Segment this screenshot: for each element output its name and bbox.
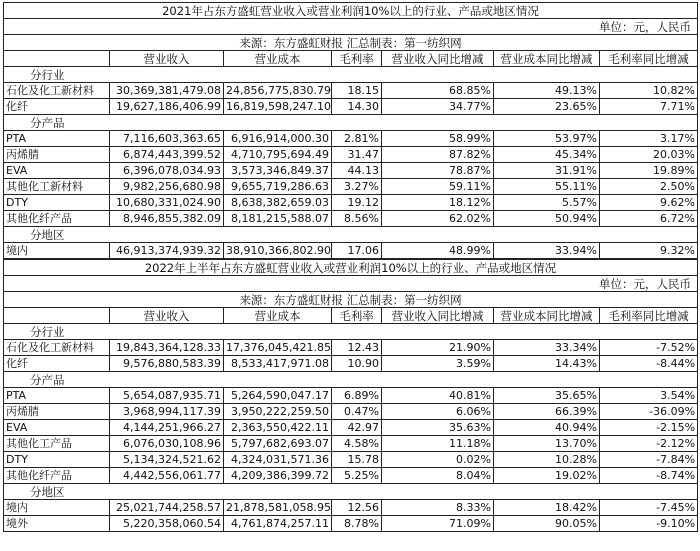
data-cell: 33.94% [494, 243, 600, 259]
data-cell: 44.13 [332, 163, 382, 179]
data-cell: 10.28% [494, 452, 600, 468]
data-cell: 4,209,386,399.72 [224, 468, 332, 484]
data-cell: 11.18% [382, 436, 494, 452]
section-row [4, 484, 698, 500]
column-header: 毛利率 [332, 308, 382, 324]
table-row [4, 131, 698, 147]
row-label: DTY [4, 195, 110, 211]
section-label: 分产品 [4, 115, 698, 131]
table-title-row [4, 3, 698, 19]
table-row [4, 436, 698, 452]
data-cell: 5,264,590,047.17 [224, 388, 332, 404]
data-cell: 19.12 [332, 195, 382, 211]
column-header: 营业成本 [224, 51, 332, 67]
data-cell: 4,761,874,257.11 [224, 516, 332, 532]
data-cell: 3,968,994,117.39 [110, 404, 224, 420]
data-cell: 59.11% [382, 179, 494, 195]
data-cell: 9.32% [600, 243, 698, 259]
data-cell: -9.10% [600, 516, 698, 532]
data-cell: -7.84% [600, 452, 698, 468]
table-2021-body [4, 3, 698, 259]
column-header: 营业收入同比增减 [382, 51, 494, 67]
row-label: 丙烯腈 [4, 147, 110, 163]
table-row [4, 99, 698, 115]
data-cell: -7.52% [600, 340, 698, 356]
data-cell: 12.43 [332, 340, 382, 356]
column-header: 营业收入同比增减 [382, 308, 494, 324]
data-cell: 6,874,443,399.52 [110, 147, 224, 163]
data-cell: -2.12% [600, 436, 698, 452]
data-cell: 31.47 [332, 147, 382, 163]
table-row [4, 404, 698, 420]
row-label: 其他化纤产品 [4, 468, 110, 484]
row-label: 石化及化工新材料 [4, 83, 110, 99]
data-cell: 4,324,031,571.36 [224, 452, 332, 468]
row-label: PTA [4, 388, 110, 404]
row-label: PTA [4, 131, 110, 147]
row-label: 化纤 [4, 356, 110, 372]
source-label: 来源：东方盛虹财报 汇总制表：第一纺织网 [4, 35, 698, 51]
data-cell: 35.63% [382, 420, 494, 436]
data-cell: 9,576,880,583.39 [110, 356, 224, 372]
data-cell: 3,573,346,849.37 [224, 163, 332, 179]
column-header: 毛利率同比增减 [600, 51, 698, 67]
source-row [4, 35, 698, 51]
data-cell: 18.15 [332, 83, 382, 99]
table-row [4, 340, 698, 356]
data-cell: 71.09% [382, 516, 494, 532]
row-label: 石化及化工新材料 [4, 340, 110, 356]
unit-label: 单位：元，人民币 [4, 276, 698, 292]
data-cell: 19.89% [600, 163, 698, 179]
data-cell: 8,533,417,971.08 [224, 356, 332, 372]
data-cell: 58.99% [382, 131, 494, 147]
data-cell: 10,680,331,024.90 [110, 195, 224, 211]
section-row [4, 324, 698, 340]
data-cell: 6.06% [382, 404, 494, 420]
table-row [4, 452, 698, 468]
data-cell: 6,916,914,000.30 [224, 131, 332, 147]
source-row [4, 292, 698, 308]
table-2021 [3, 2, 698, 259]
data-cell: 2.81% [332, 131, 382, 147]
row-label: 境内 [4, 243, 110, 259]
data-cell: 90.05% [494, 516, 600, 532]
data-cell: 55.11% [494, 179, 600, 195]
table-row [4, 147, 698, 163]
section-label: 分行业 [4, 324, 698, 340]
data-cell: 8,946,855,382.09 [110, 211, 224, 227]
data-cell: 0.47% [332, 404, 382, 420]
data-cell: 35.65% [494, 388, 600, 404]
data-cell: 66.39% [494, 404, 600, 420]
table-row [4, 195, 698, 211]
data-cell: 9,982,256,680.98 [110, 179, 224, 195]
data-cell: 8,638,382,659.03 [224, 195, 332, 211]
table-row [4, 388, 698, 404]
data-cell: 2.50% [600, 179, 698, 195]
data-cell: 10.82% [600, 83, 698, 99]
unit-row [4, 19, 698, 35]
table-title: 2021年占东方盛虹营业收入或营业利润10%以上的行业、产品或地区情况 [4, 3, 698, 19]
row-label: EVA [4, 163, 110, 179]
data-cell: 42.97 [332, 420, 382, 436]
data-cell: -8.44% [600, 356, 698, 372]
section-row [4, 372, 698, 388]
column-header: 毛利率 [332, 51, 382, 67]
data-cell: 40.94% [494, 420, 600, 436]
data-cell: 4,144,251,966.27 [110, 420, 224, 436]
table-row [4, 468, 698, 484]
row-label: 其他化工产品 [4, 436, 110, 452]
column-header-row [4, 51, 698, 67]
data-cell: 21.90% [382, 340, 494, 356]
data-cell: 34.77% [382, 99, 494, 115]
data-cell: 10.90 [332, 356, 382, 372]
row-label: 其他化工新材料 [4, 179, 110, 195]
data-cell: 8.56% [332, 211, 382, 227]
data-cell: 12.56 [332, 500, 382, 516]
section-label: 分地区 [4, 484, 698, 500]
data-cell: 19.02% [494, 468, 600, 484]
row-label: 境内 [4, 500, 110, 516]
data-cell: 9,655,719,286.63 [224, 179, 332, 195]
section-row [4, 227, 698, 243]
table-row [4, 163, 698, 179]
column-header-row [4, 308, 698, 324]
data-cell: 2,363,550,422.11 [224, 420, 332, 436]
data-cell: 8.33% [382, 500, 494, 516]
data-cell: 6,396,078,034.93 [110, 163, 224, 179]
data-cell: 23.65% [494, 99, 600, 115]
table-row [4, 356, 698, 372]
data-cell: 17,376,045,421.85 [224, 340, 332, 356]
data-cell: 5,220,358,060.54 [110, 516, 224, 532]
unit-row [4, 276, 698, 292]
data-cell: -36.09% [600, 404, 698, 420]
data-cell: 5.25% [332, 468, 382, 484]
data-cell: 5,797,682,693.07 [224, 436, 332, 452]
data-cell: 40.81% [382, 388, 494, 404]
table-row [4, 83, 698, 99]
data-cell: 78.87% [382, 163, 494, 179]
data-cell: 4,442,556,061.77 [110, 468, 224, 484]
data-cell: 49.13% [494, 83, 600, 99]
data-cell: 7,116,603,363.65 [110, 131, 224, 147]
unit-label: 单位：元，人民币 [4, 19, 698, 35]
data-cell: 18.42% [494, 500, 600, 516]
section-label: 分行业 [4, 67, 698, 83]
table-2022 [3, 259, 698, 532]
data-cell: 3.17% [600, 131, 698, 147]
data-cell: 24,856,775,830.79 [224, 83, 332, 99]
row-label: EVA [4, 420, 110, 436]
row-label: DTY [4, 452, 110, 468]
header-blank-cell [4, 51, 110, 67]
data-cell: 4,710,795,694.49 [224, 147, 332, 163]
data-cell: 46,913,374,939.32 [110, 243, 224, 259]
data-cell: 62.02% [382, 211, 494, 227]
data-cell: -2.15% [600, 420, 698, 436]
data-cell: 3.54% [600, 388, 698, 404]
data-cell: 25,021,744,258.57 [110, 500, 224, 516]
data-cell: 5,134,324,521.62 [110, 452, 224, 468]
column-header: 营业成本 [224, 308, 332, 324]
data-cell: 3.27% [332, 179, 382, 195]
data-cell: 14.43% [494, 356, 600, 372]
data-cell: 6.72% [600, 211, 698, 227]
data-cell: 33.34% [494, 340, 600, 356]
data-cell: 8.04% [382, 468, 494, 484]
data-cell: 31.91% [494, 163, 600, 179]
table-row [4, 516, 698, 532]
data-cell: 21,878,581,058.95 [224, 500, 332, 516]
data-cell: 30,369,381,479.08 [110, 83, 224, 99]
column-header: 营业成本同比增减 [494, 308, 600, 324]
header-blank-cell [4, 308, 110, 324]
column-header: 毛利率同比增减 [600, 308, 698, 324]
section-row [4, 67, 698, 83]
column-header: 营业收入 [110, 51, 224, 67]
data-cell: 50.94% [494, 211, 600, 227]
data-cell: 53.97% [494, 131, 600, 147]
row-label: 境外 [4, 516, 110, 532]
data-cell: 7.71% [600, 99, 698, 115]
data-cell: 3,950,222,259.50 [224, 404, 332, 420]
row-label: 其他化纤产品 [4, 211, 110, 227]
section-label: 分产品 [4, 372, 698, 388]
row-label: 丙烯腈 [4, 404, 110, 420]
data-cell: 87.82% [382, 147, 494, 163]
data-cell: 20.03% [600, 147, 698, 163]
data-cell: 18.12% [382, 195, 494, 211]
table-title: 2022年上半年占东方盛虹营业收入或营业利润10%以上的行业、产品或地区情况 [4, 260, 698, 276]
data-cell: -8.74% [600, 468, 698, 484]
table-row [4, 211, 698, 227]
data-cell: 68.85% [382, 83, 494, 99]
table-2022-body [4, 260, 698, 532]
data-cell: 14.30 [332, 99, 382, 115]
table-title-row [4, 260, 698, 276]
data-cell: 48.99% [382, 243, 494, 259]
data-cell: 17.06 [332, 243, 382, 259]
data-cell: 19,627,186,406.99 [110, 99, 224, 115]
data-cell: 5.57% [494, 195, 600, 211]
data-cell: 16,819,598,247.10 [224, 99, 332, 115]
table-row [4, 500, 698, 516]
data-cell: 38,910,366,802.90 [224, 243, 332, 259]
section-row [4, 115, 698, 131]
row-label: 化纤 [4, 99, 110, 115]
section-label: 分地区 [4, 227, 698, 243]
data-cell: 6,076,030,108.96 [110, 436, 224, 452]
data-cell: 9.62% [600, 195, 698, 211]
data-cell: 45.34% [494, 147, 600, 163]
data-cell: 5,654,087,935.71 [110, 388, 224, 404]
data-cell: 3.59% [382, 356, 494, 372]
table-row [4, 243, 698, 259]
data-cell: 13.70% [494, 436, 600, 452]
column-header: 营业成本同比增减 [494, 51, 600, 67]
data-cell: 4.58% [332, 436, 382, 452]
data-cell: -7.45% [600, 500, 698, 516]
data-cell: 19,843,364,128.33 [110, 340, 224, 356]
data-cell: 0.02% [382, 452, 494, 468]
data-cell: 8,181,215,588.07 [224, 211, 332, 227]
data-cell: 15.78 [332, 452, 382, 468]
source-label: 来源：东方盛虹财报 汇总制表：第一纺织网 [4, 292, 698, 308]
column-header: 营业收入 [110, 308, 224, 324]
data-cell: 6.89% [332, 388, 382, 404]
table-row [4, 179, 698, 195]
table-row [4, 420, 698, 436]
data-cell: 8.78% [332, 516, 382, 532]
